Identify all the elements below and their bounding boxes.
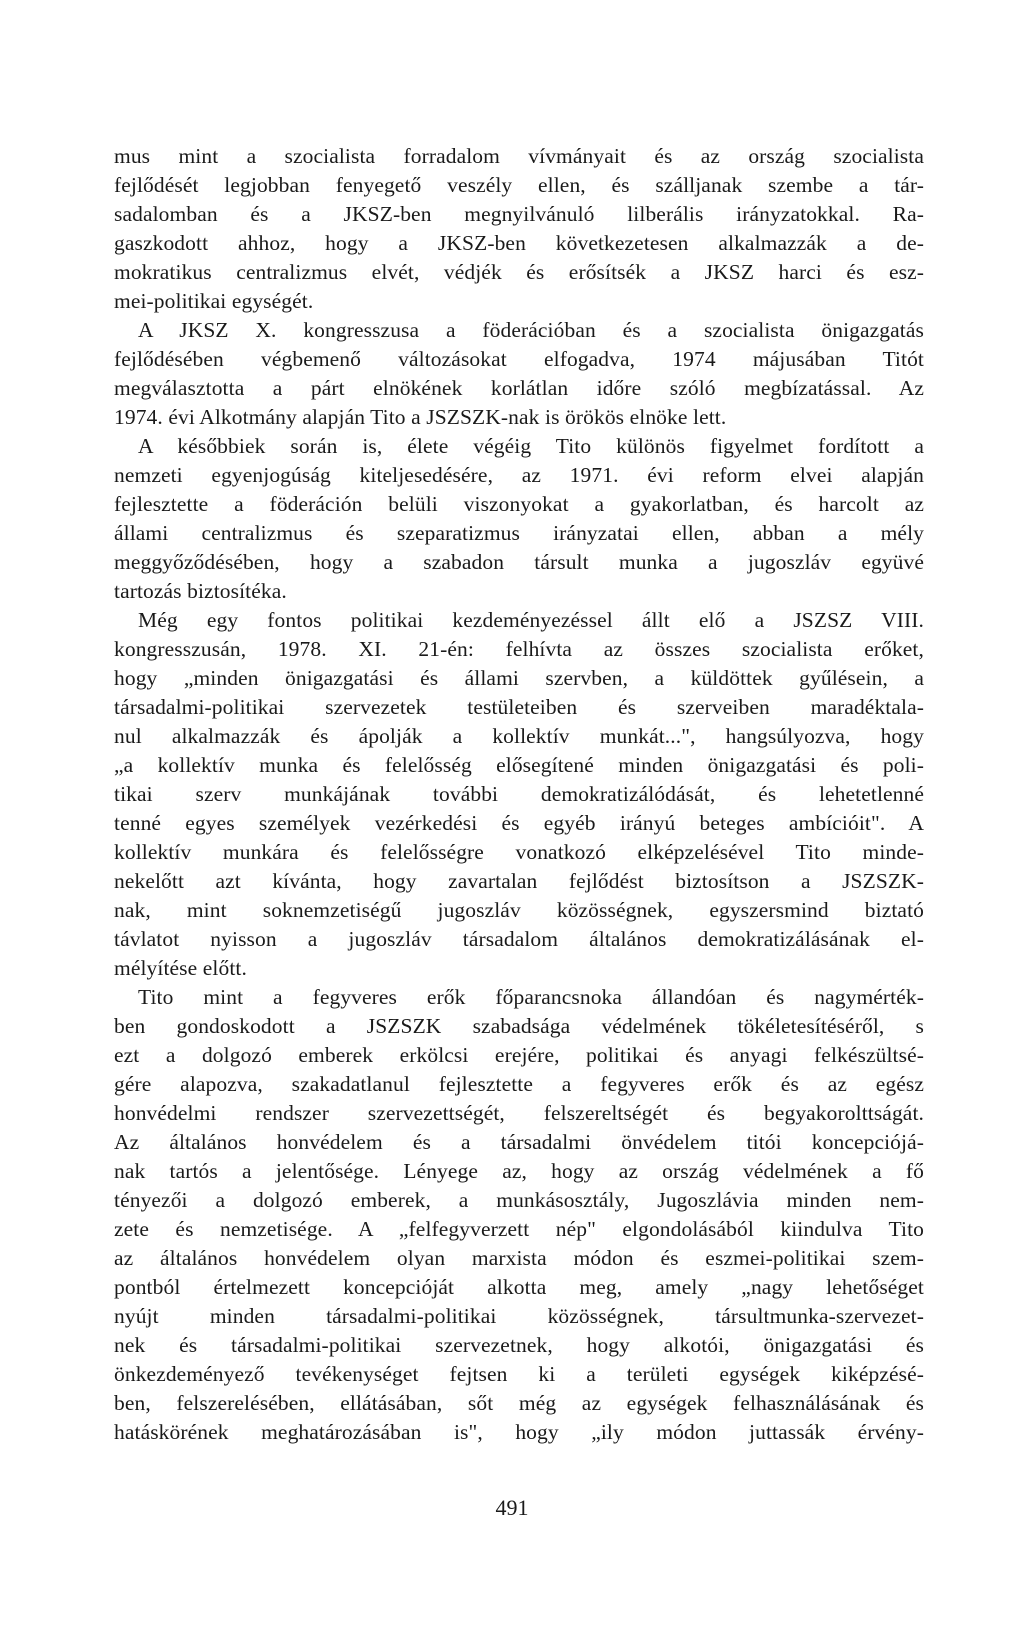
text-line: tikai szerv munkájának további demokratizálódását, és lehetetlenné xyxy=(114,782,924,806)
text-line: tartozás biztosítéka. xyxy=(114,579,287,603)
text-line: mokratikus centralizmus elvét, védjék és erősítsék a JKSZ harci és esz- xyxy=(114,260,924,284)
text-line: A későbbiek során is, élete végéig Tito különös figyelmet fordított a xyxy=(138,434,924,458)
text-line: hatáskörének meghatározásában is", hogy „ily módon juttassák érvény- xyxy=(114,1420,924,1444)
text-line: kollektív munkára és felelősségre vonatkozó elképzelésével Tito minde- xyxy=(114,840,924,864)
text-line: mus mint a szocialista forradalom vívmányait és az ország szocialista xyxy=(114,144,924,168)
text-line: A JKSZ X. kongresszusa a föderációban és a szocialista önigazgatás xyxy=(138,318,924,342)
text-line: ben, felszerelésében, ellátásában, sőt még az egységek felhasználásának és xyxy=(114,1391,924,1415)
text-line: távlatot nyisson a jugoszláv társadalom általános demokratizálásának el- xyxy=(114,927,924,951)
page-number: 491 xyxy=(495,1495,529,1520)
text-line: ben gondoskodott a JSZSZK szabadsága védelmének tökéletesítéséről, s xyxy=(114,1014,924,1038)
text-line: kongresszusán, 1978. XI. 21-én: felhívta az összes szocialista erőket, xyxy=(114,637,924,661)
text-line: nek és társadalmi-politikai szervezetnek, hogy alkotói, önigazgatási és xyxy=(114,1333,924,1357)
text-line: Tito mint a fegyveres erők főparancsnoka állandóan és nagymérték- xyxy=(138,985,924,1009)
text-line: 1974. évi Alkotmány alapján Tito a JSZSZK-nak is örökös elnöke lett. xyxy=(114,405,727,429)
text-line: megválasztotta a párt elnökének korlátlan időre szóló megbízatással. Az xyxy=(114,376,924,400)
text-line: önkezdeményező tevékenységet fejtsen ki a területi egységek kiképzésé- xyxy=(114,1362,924,1386)
text-line: az általános honvédelem olyan marxista módon és eszmei-politikai szem- xyxy=(114,1246,924,1270)
text-line: ezt a dolgozó emberek erkölcsi erejére, politikai és anyagi felkészültsé- xyxy=(114,1043,924,1067)
text-line: nak, mint soknemzetiségű jugoszláv közösségnek, egyszersmind biztató xyxy=(114,898,924,922)
text-line: fejlődését legjobban fenyegető veszély ellen, és szálljanak szembe a tár- xyxy=(114,173,924,197)
text-line: „a kollektív munka és felelősség elősegítené minden önigazgatási és poli- xyxy=(114,753,924,777)
text-line: nak tartós a jelentősége. Lényege az, hogy az ország védelmének a fő xyxy=(114,1159,924,1183)
text-line: gére alapozva, szakadatlanul fejlesztette a fegyveres erők és az egész xyxy=(114,1072,924,1096)
text-line: meggyőződésében, hogy a szabadon társult munka a jugoszláv együvé xyxy=(114,550,924,574)
text-line: Az általános honvédelem és a társadalmi önvédelem titói koncepciójá- xyxy=(114,1130,924,1154)
text-line: társadalmi-politikai szervezetek testületeiben és szerveiben maradéktala- xyxy=(114,695,924,719)
text-line: tenné egyes személyek vezérkedési és egyéb irányú beteges ambícióit". A xyxy=(114,811,924,835)
text-line: honvédelmi rendszer szervezettségét, felszereltségét és begyakorolttságát. xyxy=(114,1101,924,1125)
text-line: mei-politikai egységét. xyxy=(114,289,314,313)
text-line: nyújt minden társadalmi-politikai közösségnek, társultmunka-szervezet- xyxy=(114,1304,924,1328)
text-line: állami centralizmus és szeparatizmus irányzatai ellen, abban a mély xyxy=(114,521,924,545)
text-line: gaszkodott ahhoz, hogy a JKSZ-ben következetesen alkalmazzák a de- xyxy=(114,231,924,255)
text-line: nekelőtt azt kívánta, hogy zavartalan fejlődést biztosítson a JSZSZK- xyxy=(114,869,924,893)
text-line: pontból értelmezett koncepcióját alkotta meg, amely „nagy lehetőséget xyxy=(114,1275,924,1299)
text-line: Még egy fontos politikai kezdeményezéssel állt elő a JSZSZ VIII. xyxy=(138,608,924,632)
text-line: tényezői a dolgozó emberek, a munkásosztály, Jugoszlávia minden nem- xyxy=(114,1188,924,1212)
text-line: fejlesztette a föderáción belüli viszonyokat a gyakorlatban, és harcolt az xyxy=(114,492,924,516)
text-line: nemzeti egyenjogúság kiteljesedésére, az 1971. évi reform elvei alapján xyxy=(114,463,924,487)
text-line: mélyítése előtt. xyxy=(114,956,247,980)
text-line: zete és nemzetisége. A „felfegyverzett nép" elgondolásából kiindulva Tito xyxy=(114,1217,924,1241)
text-line: nul alkalmazzák és ápolják a kollektív munkát...", hangsúlyozva, hogy xyxy=(114,724,924,748)
text-line: sadalomban és a JKSZ-ben megnyilvánuló lilberális irányzatokkal. Ra- xyxy=(114,202,924,226)
page-body xyxy=(114,142,924,1542)
text-line: hogy „minden önigazgatási és állami szervben, a küldöttek gyűlésein, a xyxy=(114,666,924,690)
text-line: fejlődésében végbemenő változásokat elfogadva, 1974 májusában Titót xyxy=(114,347,924,371)
